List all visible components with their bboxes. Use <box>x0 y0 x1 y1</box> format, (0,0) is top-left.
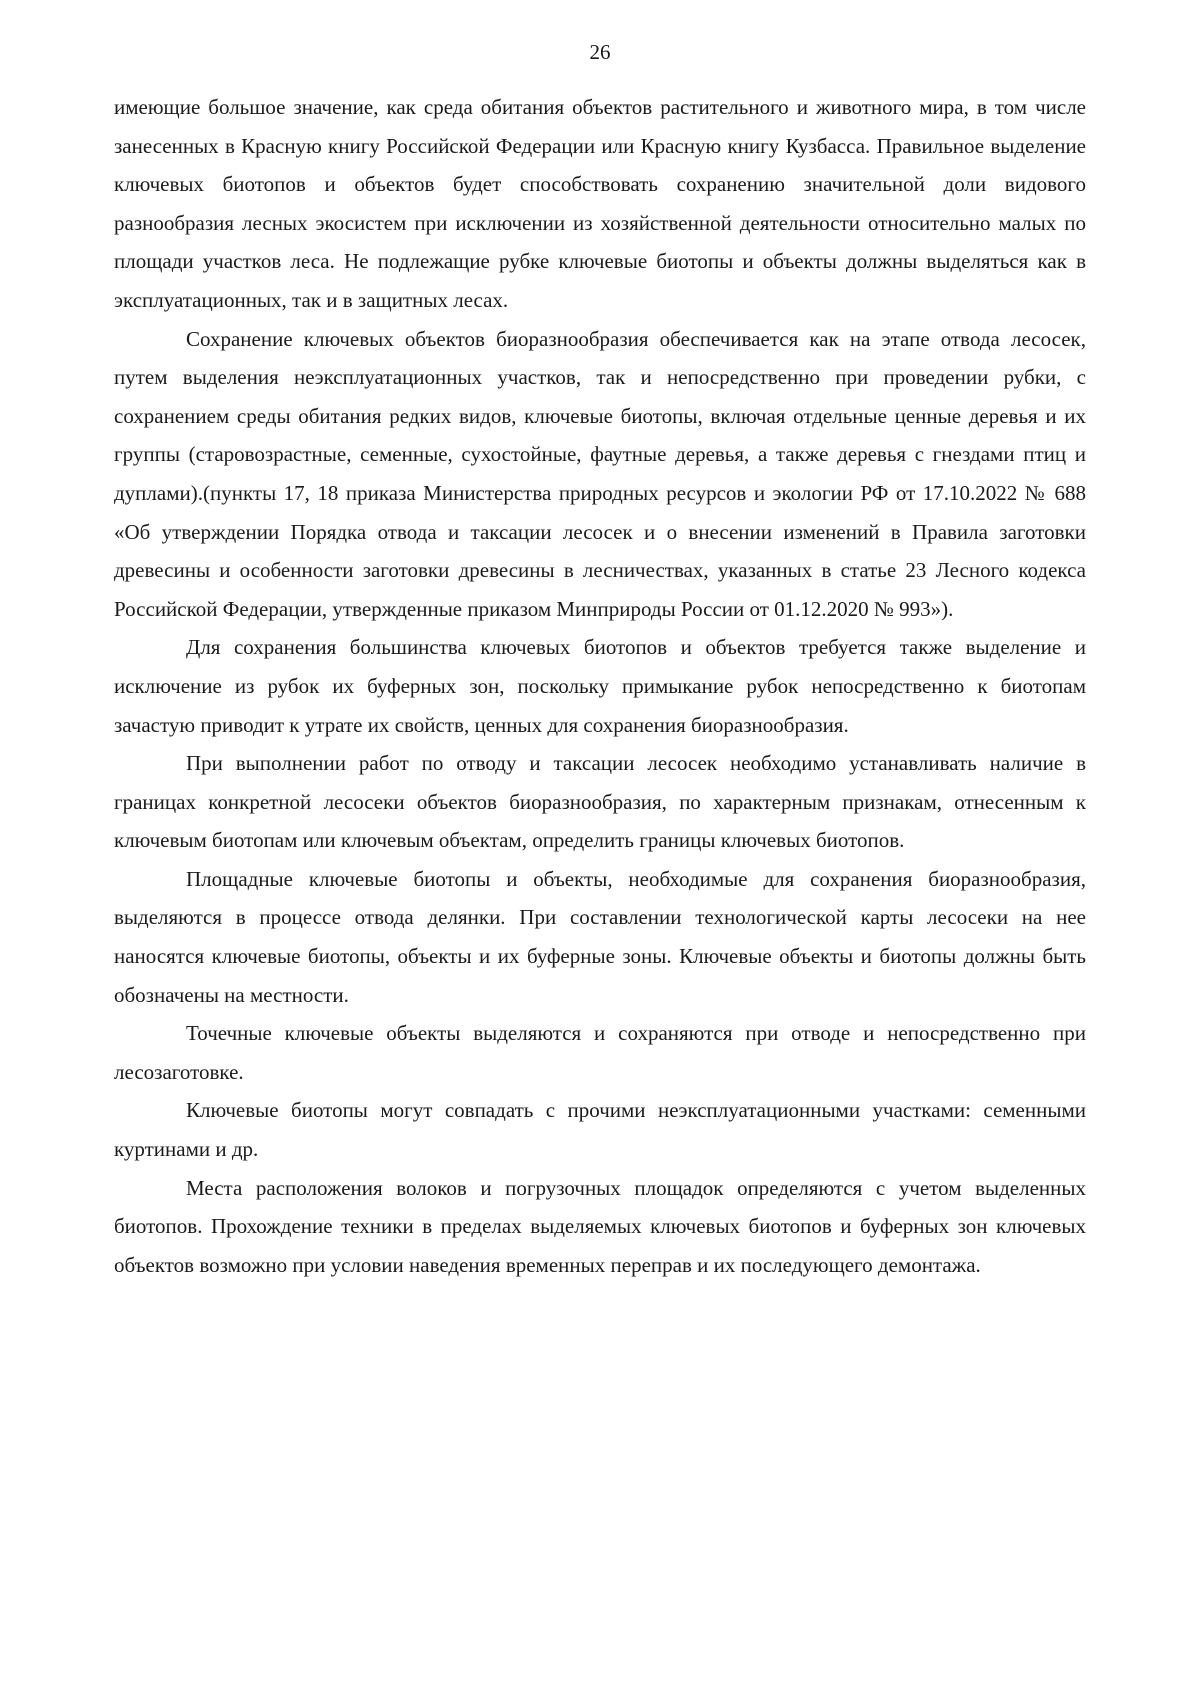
paragraph-key-objects-preservation: Сохранение ключевых объектов биоразнообразия обеспечивается как на этапе отвода лесосек, путем выделения неэксплуатационных участков, так и непосредственно при проведении рубки, с сохранением среды обитания редких видов, ключевые биотопы, включая отдельные ценные деревья и их группы (старовозрастные, семенные, сухостойные, фаутные деревья, а также деревья с гнездами птиц и дуплами).(пункты 17, 18 приказа Министерства природных ресурсов и экологии РФ от 17.10.2022 № 688 «Об утверждении Порядка отвода и таксации лесосек и о внесении изменений в Правила заготовки древесины и особенности заготовки древесины в лесничествах, указанных в статье 23 Лесного кодекса Российской Федерации, утвержденные приказом Минприроды России от 01.12.2020 № 993»). <box>114 326 1086 621</box>
document-body <box>114 88 1086 1284</box>
page-number: 26 <box>589 40 611 64</box>
paragraph-allotment-works: При выполнении работ по отводу и таксации лесосек необходимо устанавливать наличие в границах конкретной лесосеки объектов биоразнообразия, по характерным признакам, отнесенным к ключевым биотопам или ключевым объектам, определить границы ключевых биотопов. <box>114 751 1086 853</box>
paragraph-biotope-overlap: Ключевые биотопы могут совпадать с прочими неэксплуатационными участками: семенными куртинами и др. <box>114 1098 1086 1162</box>
paragraph-continuation: имеющие большое значение, как среда обитания объектов растительного и животного мира, в том числе занесенных в Красную книгу Российской Федерации или Красную книгу Кузбасса. Правильное выделение ключевых биотопов и объектов будет способствовать сохранению значительной доли видового разнообразия лесных экосистем при исключении из хозяйственной деятельности относительно малых по площади участков леса. Не подлежащие рубке ключевые биотопы и объекты должны выделяться как в эксплуатационных, так и в защитных лесах. <box>114 95 1086 312</box>
paragraph-areal-biotopes: Площадные ключевые биотопы и объекты, необходимые для сохранения биоразнообразия, выделяются в процессе отвода делянки. При составлении технологической карты лесосеки на нее наносятся ключевые биотопы, объекты и их буферные зоны. Ключевые объекты и биотопы должны быть обозначены на местности. <box>114 866 1086 1007</box>
paragraph-buffer-zones: Для сохранения большинства ключевых биотопов и объектов требуется также выделение и исключение из рубок их буферных зон, поскольку примыкание рубок непосредственно к биотопам зачастую приводит к утрате их свойств, ценных для сохранения биоразнообразия. <box>114 635 1086 737</box>
paragraph-skid-trails: Места расположения волоков и погрузочных площадок определяются с учетом выделенных биотопов. Прохождение техники в пределах выделяемых ключевых биотопов и буферных зон ключевых объектов возможно при условии наведения временных переправ и их последующего демонтажа. <box>114 1175 1086 1277</box>
paragraph-point-objects: Точечные ключевые объекты выделяются и сохраняются при отводе и непосредственно при лесозаготовке. <box>114 1021 1086 1084</box>
